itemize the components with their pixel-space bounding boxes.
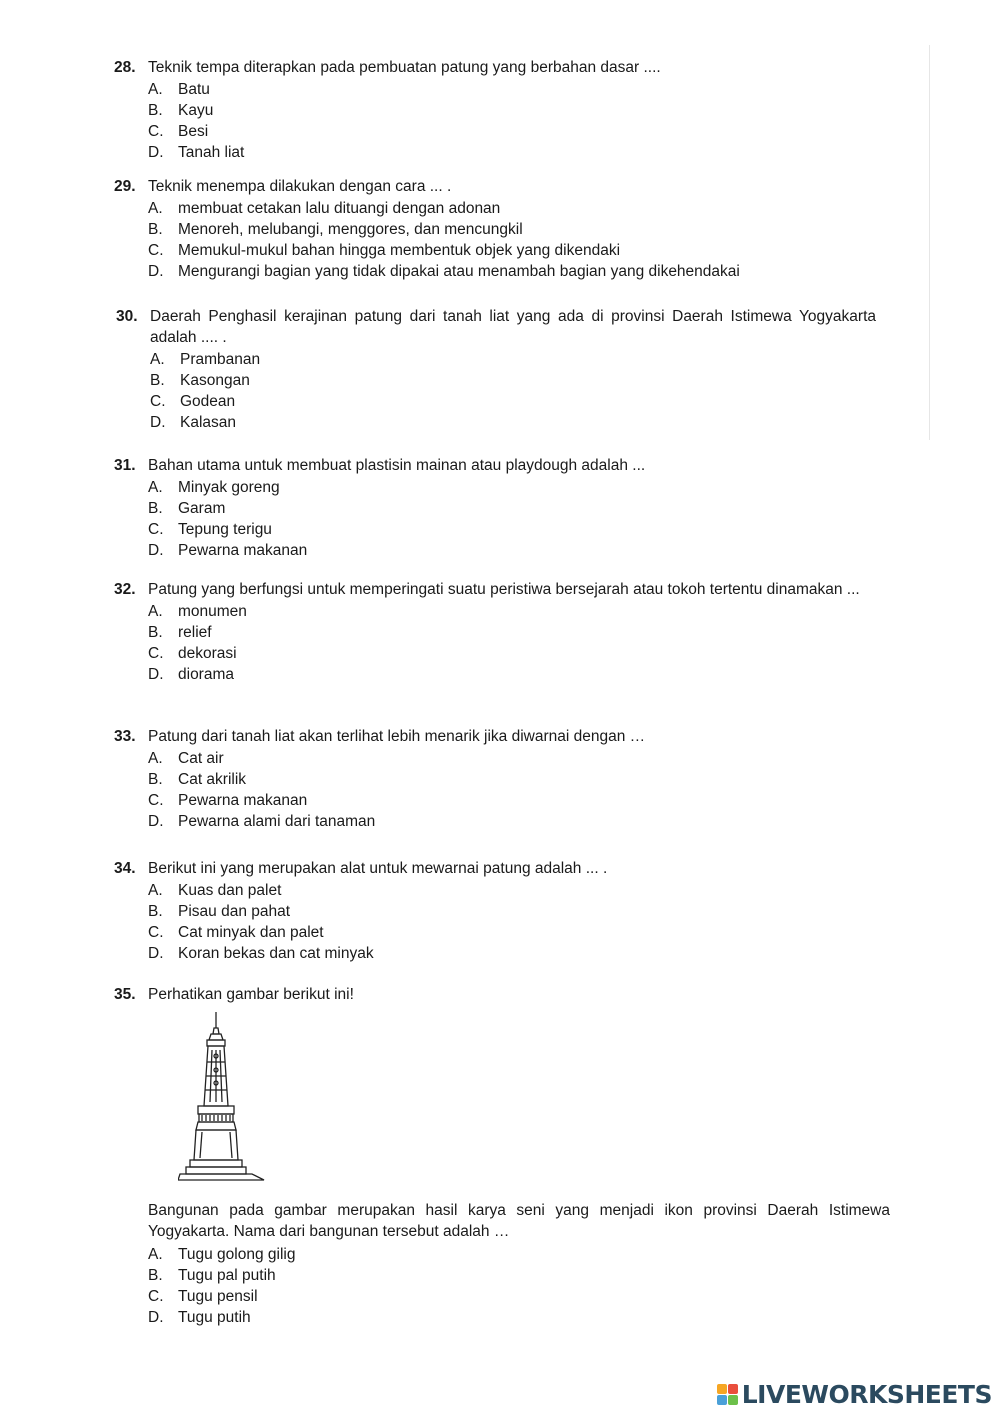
option-d: D. diorama [148, 666, 234, 683]
question-text: Bangunan pada gambar merupakan hasil karya seni yang menjadi ikon provinsi Daerah Istimewa Yogyakarta. Nama dari bangunan tersebut adalah … [148, 1202, 890, 1240]
option-c: C. dekorasi [148, 645, 237, 662]
question-30 [116, 306, 876, 433]
option-c: C. Cat minyak dan palet [148, 924, 324, 941]
option-a: A. Kuas dan palet [148, 882, 282, 899]
option-a: A. Prambanan [150, 351, 261, 368]
option-d: D. Mengurangi bagian yang tidak dipakai atau menambah bagian yang dikehendakai [148, 263, 740, 280]
option-d: D. Pewarna makanan [148, 542, 308, 559]
option-a: A. Cat air [148, 750, 224, 767]
liveworksheets-icon [717, 1384, 738, 1405]
question-31 [114, 455, 894, 561]
option-c: C. Pewarna makanan [148, 792, 308, 809]
option-d: D. Pewarna alami dari tanaman [148, 813, 376, 830]
liveworksheets-logo [717, 1380, 992, 1409]
option-a: A. Tugu golong gilig [148, 1246, 296, 1263]
question-32 [114, 579, 884, 685]
option-a: A. Batu [148, 81, 210, 98]
question-number: 33. [114, 728, 136, 745]
question-text: Patung yang berfungsi untuk memperingati suatu peristiwa bersejarah atau tokoh tertentu dinamakan ... [148, 581, 860, 598]
option-b: B. Garam [148, 500, 226, 517]
option-b: B. Menoreh, melubangi, menggores, dan mencungkil [148, 221, 523, 238]
option-d: D. Tugu putih [148, 1309, 251, 1326]
question-text: Berikut ini yang merupakan alat untuk mewarnai patung adalah ... . [148, 860, 608, 877]
option-d: D. Tanah liat [148, 144, 245, 161]
option-d: D. Kalasan [150, 414, 237, 431]
option-a: A. monumen [148, 603, 247, 620]
scan-edge-line [929, 45, 930, 440]
question-number: 31. [114, 457, 136, 474]
tugu-monument-drawing [178, 1010, 268, 1188]
question-text: Teknik tempa diterapkan pada pembuatan patung yang berbahan dasar .... [148, 59, 661, 76]
option-c: C. Memukul-mukul bahan hingga membentuk objek yang dikendaki [148, 242, 621, 259]
question-number: 32. [114, 581, 136, 598]
option-c: C. Godean [150, 393, 236, 410]
option-b: B. Tugu pal putih [148, 1267, 276, 1284]
question-text: Teknik menempa dilakukan dengan cara ... . [148, 178, 452, 195]
option-b: B. relief [148, 624, 212, 641]
question-number: 30. [116, 308, 138, 325]
question-text: Daerah Penghasil kerajinan patung dari tanah liat yang ada di provinsi Daerah Istimewa Yogyakarta adalah .... . [150, 308, 876, 346]
question-number: 28. [114, 59, 136, 76]
question-33 [114, 726, 894, 832]
question-text: Bahan utama untuk membuat plastisin mainan atau playdough adalah ... [148, 457, 646, 474]
question-35 [114, 984, 894, 1005]
option-b: B. Pisau dan pahat [148, 903, 291, 920]
option-b: B. Kayu [148, 102, 214, 119]
option-c: C. Besi [148, 123, 209, 140]
question-number: 29. [114, 178, 136, 195]
option-a: A. membuat cetakan lalu dituangi dengan adonan [148, 200, 501, 217]
option-c: C. Tugu pensil [148, 1288, 258, 1305]
option-d: D. Koran bekas dan cat minyak [148, 945, 374, 962]
question-number: 35. [114, 986, 136, 1003]
question-29 [114, 176, 894, 282]
question-text: Perhatikan gambar berikut ini! [148, 986, 354, 1003]
question-35-body [114, 1200, 890, 1328]
question-number: 34. [114, 860, 136, 877]
option-b: B. Cat akrilik [148, 771, 247, 788]
option-a: A. Minyak goreng [148, 479, 280, 496]
option-b: B. Kasongan [150, 372, 250, 389]
question-34 [114, 858, 894, 964]
liveworksheets-wordmark: LIVEWORKSHEETS [741, 1380, 992, 1409]
option-c: C. Tepung terigu [148, 521, 272, 538]
question-28 [114, 57, 894, 163]
question-text: Patung dari tanah liat akan terlihat lebih menarik jika diwarnai dengan … [148, 728, 646, 745]
